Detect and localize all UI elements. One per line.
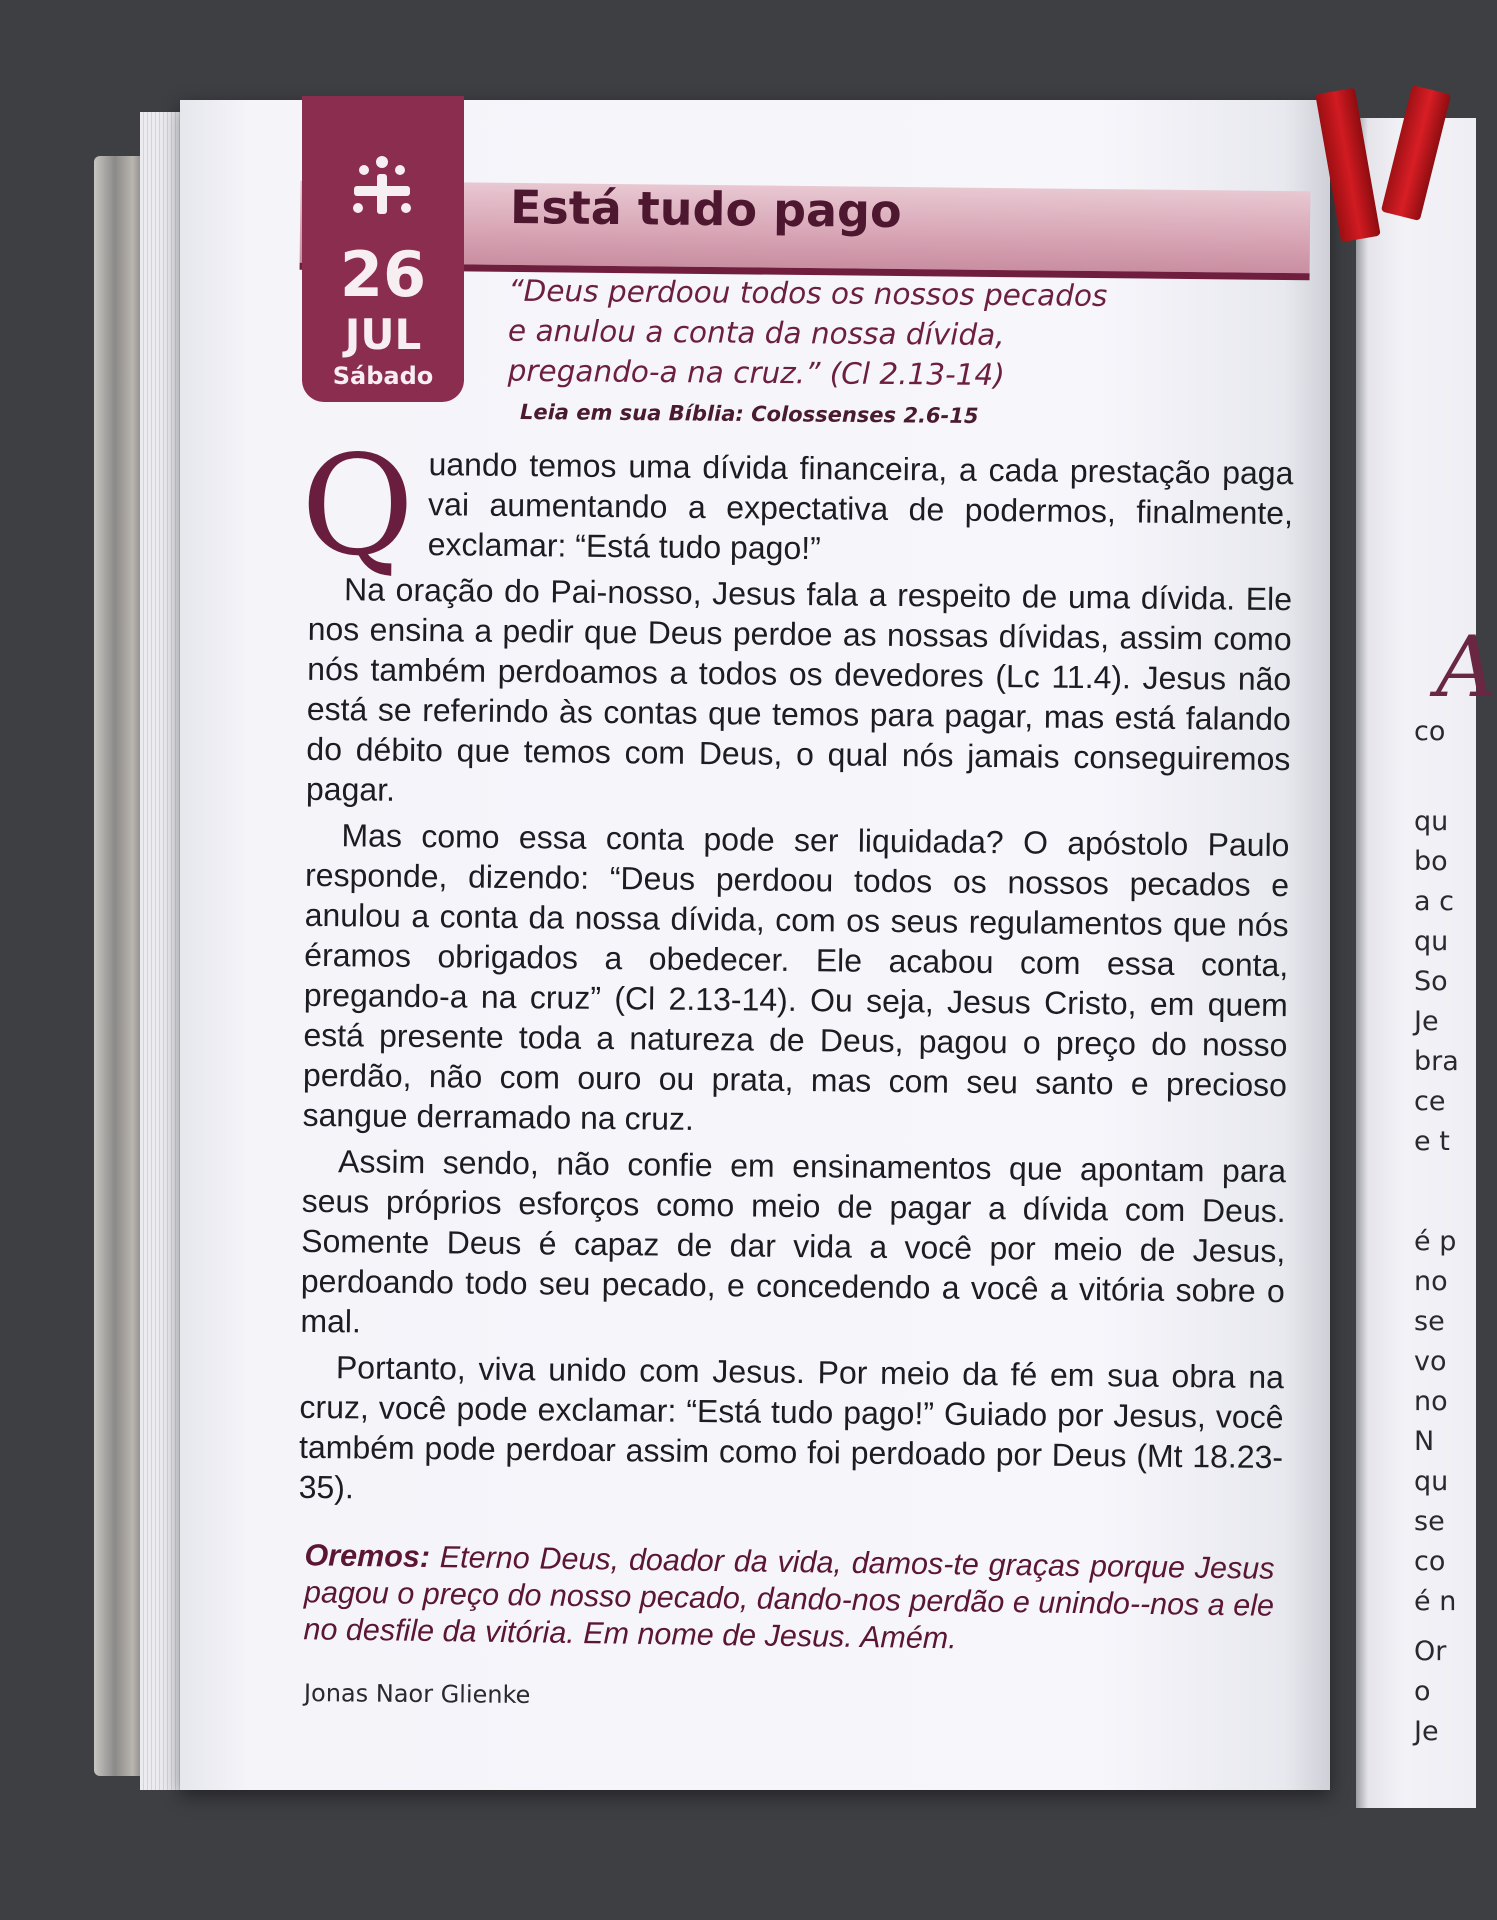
drop-cap: Q (300, 424, 415, 587)
facing-page-fragment: é p (1414, 1226, 1457, 1257)
facing-page-fragment: se (1414, 1306, 1445, 1337)
facing-page-fragment: qu (1414, 926, 1449, 957)
facing-page-fragment: se (1414, 1506, 1445, 1537)
facing-page-fragment: So (1414, 966, 1448, 997)
verse-quote: “Deus perdoou todos os nossos pecados e anulou a conta da nossa dívida, pregando-a na cruz.” (Cl 2.13-14) (507, 273, 1108, 393)
reading-reference: Leia em sua Bíblia: Colossenses 2.6-15 (519, 399, 979, 429)
facing-page-initial: A (1436, 618, 1497, 716)
devotional-body (298, 424, 1294, 1523)
facing-page-fragment: bra (1414, 1046, 1459, 1077)
prayer-text: Eterno Deus, doador da vida, damos-te graças porque Jesus pagou o preço do nosso pecado, dando-nos perdão e unindo--nos a ele no desfile da vitória. Em nome de Jesus. Amém. (303, 1540, 1275, 1656)
date-tab (302, 96, 464, 402)
facing-page-fragment: Je (1414, 1716, 1439, 1747)
facing-page-fragment: é n (1414, 1586, 1457, 1617)
facing-page-fragment: o (1414, 1676, 1431, 1707)
facing-page-fragment: qu (1414, 1466, 1449, 1497)
facing-page-fragment: no (1414, 1386, 1448, 1417)
facing-page-fragment: a c (1414, 886, 1454, 917)
facing-page-fragment: N (1414, 1426, 1435, 1457)
paragraph (300, 424, 1294, 587)
page-title: Está tudo pago (509, 179, 902, 239)
paragraph: Na oração do Pai-nosso, Jesus fala a respeito de uma dívida. Ele nos ensina a pedir que Deus perdoe as nossas dívidas, assim como nós também perdoamos a todos os devedores (Lc 11.4). Jesus não está se referindo às contas que temos para pagar, mas está falando do débito que temos com Deus, o qual nós jamais conseguiremos pagar. (305, 571, 1293, 808)
church-logo-icon (342, 148, 422, 228)
facing-page-fragment: vo (1414, 1346, 1447, 1377)
day-number: 26 (339, 238, 427, 311)
facing-page-fragment: no (1414, 1266, 1448, 1297)
paragraph: Portanto, viva unido com Jesus. Por meio da fé em sua obra na cruz, você pode exclamar: “Está tudo pago!” Guiado por Jesus, você também pode perdoar assim como foi perdoado por Deus (Mt 18.23-35). (298, 1349, 1285, 1506)
facing-page-fragment: co (1414, 1546, 1446, 1577)
facing-page-fragment: co (1414, 716, 1446, 747)
month-label: JUL (344, 310, 422, 359)
paragraph: Mas como essa conta pode ser liquidada? O apóstolo Paulo responde, dizendo: “Deus perdoou todos os nossos pecados e anulou a conta da nossa dívida, com os seus regulamentos que nós éramos obrigados a obedecer. Ele acabou com essa conta, pregando-a na cruz” (Cl 2.13-14). Ou seja, Jesus Cristo, em quem está presente toda a natureza de Deus, pagou o preço do nosso perdão, não com ouro ou prata, mas com seu santo e precioso sangue derramado na cruz. (302, 817, 1290, 1137)
author-name: Jonas Naor Glienke (303, 1679, 531, 1709)
facing-page-fragment: qu (1414, 806, 1449, 837)
facing-page-fragment: Or (1414, 1636, 1447, 1667)
facing-page-fragment: bo (1414, 846, 1448, 877)
facing-page-fragment: Je (1414, 1006, 1439, 1037)
facing-page-fragment: e t (1414, 1126, 1450, 1157)
paragraph: Assim sendo, não confie em ensinamentos que apontam para seus próprios esforços como meio de pagar a dívida com Deus. Somente Deus é capaz de dar vida a você por meio de Jesus, perdoando todo seu pecado, e concedendo a você a vitória sobre o mal. (300, 1143, 1287, 1340)
prayer-label: Oremos: (304, 1538, 431, 1574)
prayer (303, 1537, 1274, 1662)
weekday-label: Sábado (332, 362, 434, 390)
facing-page-fragment: ce (1414, 1086, 1446, 1117)
facing-page (1356, 118, 1497, 1808)
paragraph-text: uando temos uma dívida financeira, a cada prestação paga vai aumentando a expectativa de podermos, finalmente, exclamar: “Está tudo pago!” (427, 446, 1294, 567)
